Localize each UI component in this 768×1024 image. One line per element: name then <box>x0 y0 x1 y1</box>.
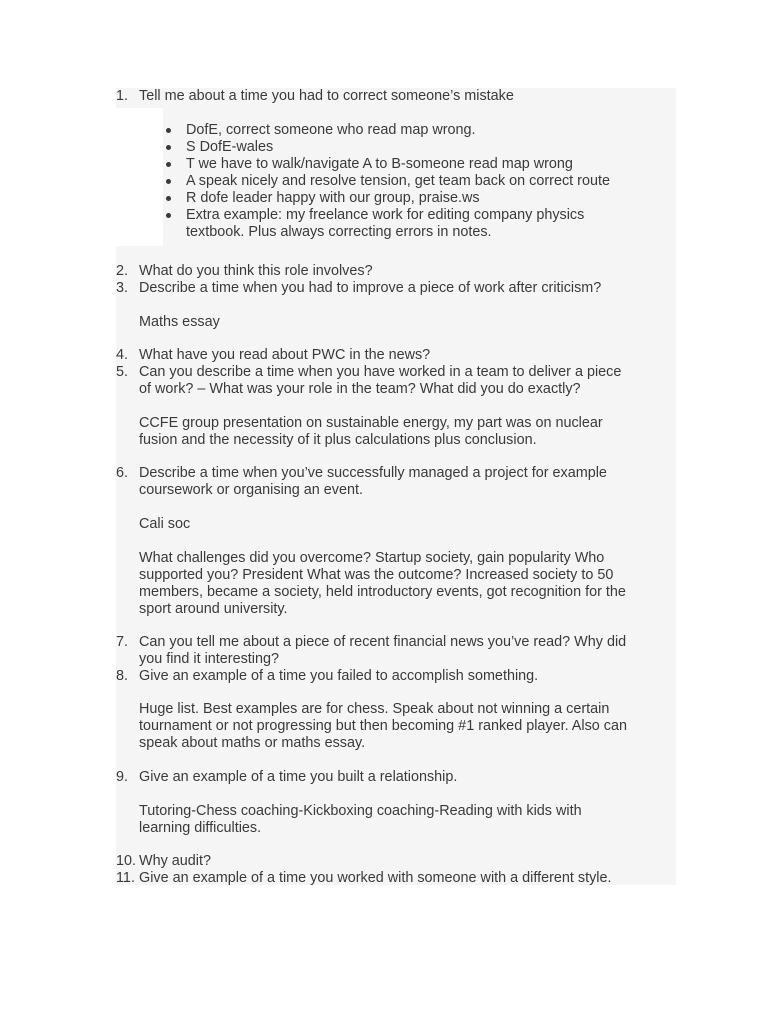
question-text: Can you describe a time when you have worked in a team to deliver a piece <box>139 364 622 380</box>
answer-text: Huge list. Best examples are for chess. Speak about not winning a certain <box>139 701 610 717</box>
bullet-marker <box>166 196 171 201</box>
bullet-text: Extra example: my freelance work for editing company physics <box>186 207 585 223</box>
bullet-marker <box>166 145 171 150</box>
item-number: 11. <box>116 870 135 886</box>
item-number: 10. <box>116 853 137 869</box>
question-text: Give an example of a time you worked with someone with a different style. <box>139 870 612 886</box>
answer-text: learning difficulties. <box>139 820 262 836</box>
item-number: 2. <box>116 263 129 279</box>
item-number: 1. <box>116 88 129 104</box>
bullet-text: R dofe leader happy with our group, praise.ws <box>186 190 480 206</box>
bullet-marker <box>166 179 171 184</box>
item-number: 3. <box>116 280 129 296</box>
question-text: What do you think this role involves? <box>139 263 373 279</box>
answer-text: What challenges did you overcome? Startup society, gain popularity Who <box>139 550 605 566</box>
item-number: 6. <box>116 465 129 481</box>
indent-gap <box>116 88 163 246</box>
item-number: 8. <box>116 668 129 684</box>
question-text: What have you read about PWC in the news? <box>139 347 431 363</box>
question-text: Describe a time when you had to improve a piece of work after criticism? <box>139 280 602 296</box>
item-number: 4. <box>116 347 129 363</box>
answer-text: CCFE group presentation on sustainable energy, my part was on nuclear <box>139 415 603 431</box>
question-text: Can you tell me about a piece of recent financial news you’ve read? Why did <box>139 634 627 650</box>
question-text: you find it interesting? <box>139 651 279 667</box>
bullet-text: textbook. Plus always correcting errors in notes. <box>186 224 492 240</box>
answer-text: fusion and the necessity of it plus calculations plus conclusion. <box>139 432 537 448</box>
bullet-marker <box>166 213 171 218</box>
item-number: 7. <box>116 634 129 650</box>
question-text: Describe a time when you’ve successfully managed a project for example <box>139 465 607 481</box>
item-number: 5. <box>116 364 129 380</box>
question-text: coursework or organising an event. <box>139 482 363 498</box>
question-text: Tell me about a time you had to correct someone’s mistake <box>139 88 514 104</box>
answer-text: Tutoring-Chess coaching-Kickboxing coaching-Reading with kids with <box>139 803 582 819</box>
bullet-text: T we have to walk/navigate A to B-someone read map wrong <box>186 156 573 172</box>
question-text: Why audit? <box>139 853 211 869</box>
answer-text: sport around university. <box>139 601 288 617</box>
answer-text: tournament or not progressing but then becoming #1 ranked player. Also can <box>139 718 627 734</box>
bullet-text: A speak nicely and resolve tension, get team back on correct route <box>186 173 610 189</box>
answer-text: members, became a society, held introductory events, got recognition for the <box>139 584 626 600</box>
bullet-text: DofE, correct someone who read map wrong. <box>186 122 476 138</box>
bullet-marker <box>166 162 171 167</box>
question-text: Give an example of a time you built a relationship. <box>139 769 458 785</box>
bullet-marker <box>166 128 171 133</box>
question-text: Give an example of a time you failed to accomplish something. <box>139 668 539 684</box>
bullet-text: S DofE-wales <box>186 139 274 155</box>
answer-text: Maths essay <box>139 314 220 330</box>
answer-text: speak about maths or maths essay. <box>139 735 366 751</box>
answer-text: Cali soc <box>139 516 191 532</box>
question-text: of work? – What was your role in the team? What did you do exactly? <box>139 381 581 397</box>
item-number: 9. <box>116 769 129 785</box>
answer-text: supported you? President What was the outcome? Increased society to 50 <box>139 567 614 583</box>
